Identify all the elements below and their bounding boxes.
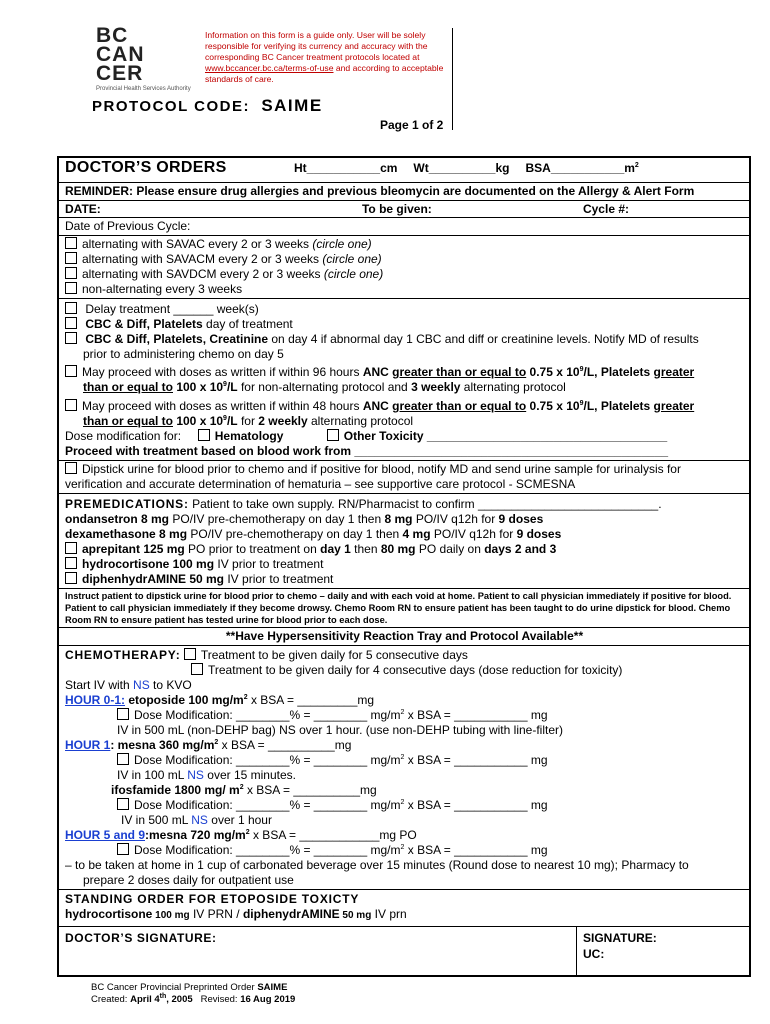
t: PO/IV pre-chemotherapy on day 1 then: [169, 512, 385, 526]
bsa-label: BSA___________m: [525, 161, 635, 175]
t: NS: [191, 813, 208, 827]
cbc-label: CBC & Diff, Platelets: [85, 317, 203, 331]
t: HOUR 5 and 9: [65, 828, 146, 842]
checkbox[interactable]: [65, 237, 77, 249]
t: then: [350, 542, 381, 556]
t: day 1: [320, 542, 351, 556]
checkbox[interactable]: [65, 462, 77, 474]
cbc-rest: day of treatment: [202, 317, 293, 331]
proceed-48h[interactable]: [65, 399, 744, 414]
t: /L: [226, 380, 238, 394]
hydrocortisone-row[interactable]: [65, 557, 744, 572]
checkbox[interactable]: [65, 542, 77, 554]
t: /L, Platelets: [583, 365, 654, 379]
t: 2: [245, 829, 250, 836]
t: than or equal to: [83, 414, 173, 428]
signature-label: SIGNATURE:: [583, 931, 657, 945]
checkbox[interactable]: [65, 317, 77, 329]
protocol-code: [92, 96, 323, 116]
four-day-checkbox[interactable]: [191, 663, 203, 675]
chemo-label: CHEMOTHERAPY:: [65, 648, 181, 662]
t: : mesna 360 mg/m: [110, 738, 215, 752]
previous-cycle-label: Date of Previous Cycle:: [59, 218, 749, 236]
date-field[interactable]: DATE:: [65, 202, 101, 216]
cbc2-label: CBC & Diff, Platelets, Creatinine: [85, 332, 269, 346]
t: 9: [579, 400, 584, 407]
option-note: (circle one): [322, 252, 382, 266]
t: Created:: [91, 994, 131, 1005]
proceed-bloodwork[interactable]: Proceed with treatment based on blood work from _______________________________________________: [65, 444, 669, 458]
other-toxicity-label[interactable]: Other Toxicity ____________________________________: [343, 429, 668, 443]
protocol-code-value: SAIME: [261, 96, 323, 115]
t: ondansetron 8 mg: [65, 512, 170, 526]
t: IV in 500 mL: [121, 813, 192, 827]
t: 2: [239, 784, 244, 791]
t: aprepitant 125 mg: [82, 542, 185, 556]
bsa-field[interactable]: [526, 161, 639, 175]
proceed-96h[interactable]: [65, 365, 744, 380]
notice-text-2: and according to acceptable standards of care.: [205, 63, 444, 84]
t: to KVO: [149, 678, 192, 692]
cbc-creatinine-day4[interactable]: [65, 332, 744, 347]
four-day-text: Treatment to be given daily for 4 consecutive days (dose reduction for toxicity): [208, 663, 623, 677]
t: May proceed with doses as written if within 96 hours: [82, 365, 363, 379]
option-note: (circle one): [312, 237, 372, 251]
t: 100 mg: [152, 910, 190, 921]
t: x BSA = _________mg: [247, 693, 375, 707]
t: PO/IV pre-chemotherapy on day 1 then: [187, 527, 403, 541]
t: Dose Modification: ________% = ________ mg/m: [134, 708, 401, 722]
t: diphenhydrAMINE 50 mg: [82, 572, 225, 586]
reminder: REMINDER: Please ensure drug allergies and previous bleomycin are documented on the Allergy & Alert Form: [59, 183, 749, 201]
option-text: alternating with SAVACM every 2 or 3 weeks: [82, 252, 323, 266]
t: Dipstick urine for blood prior to chemo and if positive for blood, notify MD and send urine sample for urinalysis for: [82, 462, 681, 476]
terms-link[interactable]: www.bccancer.bc.ca/terms-of-use: [205, 63, 334, 73]
dipstick-section: [59, 461, 749, 494]
t: 9 doses: [516, 527, 562, 541]
t: diphenydrAMINE: [242, 907, 340, 921]
t: IV in 100 mL: [117, 768, 188, 782]
logo-line-1: BC: [96, 24, 129, 47]
premedications-section: [59, 494, 749, 589]
footer: [91, 982, 295, 1006]
bsa-sup: 2: [634, 162, 639, 169]
t: 9: [579, 366, 584, 373]
cycle-option-non-alternating[interactable]: [65, 282, 744, 297]
option-text: alternating with SAVAC every 2 or 3 weeks: [82, 237, 313, 251]
five-day-checkbox[interactable]: [184, 648, 196, 660]
t: IV PRN /: [189, 907, 243, 921]
option-text: alternating with SAVDCM every 2 or 3 weeks: [82, 267, 324, 281]
t: ANC: [362, 399, 393, 413]
start-iv: [65, 678, 744, 693]
notice-text-1: Information on this form is a guide only. User will be solely responsible for verifying its currency and accuracy with the corresponding BC Cancer treatment protocols located at: [205, 30, 428, 62]
mesna-hour1-iv: [65, 768, 744, 783]
t: etoposide 100 mg/m: [125, 693, 244, 707]
t: HOUR 0-1:: [65, 693, 126, 707]
t: 9: [223, 381, 227, 388]
t: PO/IV q12h for: [430, 527, 517, 541]
doctors-signature-field[interactable]: DOCTOR’S SIGNATURE:: [59, 927, 577, 975]
t: than or equal to: [83, 380, 173, 394]
cycle-field[interactable]: Cycle #:: [582, 202, 629, 216]
notice-divider: [452, 28, 453, 130]
t: PO/IV q12h for: [412, 512, 499, 526]
t: 2: [243, 694, 248, 701]
mesna-hour5-9-dose-mod[interactable]: [65, 843, 744, 858]
t: x BSA = __________mg: [218, 738, 352, 752]
uc-label: UC:: [583, 947, 605, 961]
t: 80 mg: [380, 542, 416, 556]
t: 2: [400, 799, 405, 806]
t: Dose Modification: ________% = ________ mg/m: [134, 843, 401, 857]
mesna-oral-note: – to be taken at home in 1 cup of carbonated beverage over 15 minutes (Round dose to nearest 10 mg); Pharmacy to: [65, 858, 689, 872]
mesna-hour1-row: [65, 738, 744, 753]
t: x BSA = ___________ mg: [404, 843, 548, 857]
t: x BSA = ____________mg PO: [249, 828, 417, 842]
checkbox[interactable]: [65, 252, 77, 264]
proceed-96h-cont: [65, 380, 744, 395]
t: SAIME: [257, 982, 288, 993]
option-text: non-alternating every 3 weeks: [82, 282, 243, 296]
t: BC Cancer Provincial Preprinted Order: [91, 982, 258, 993]
t: for non-alternating protocol and: [237, 380, 412, 394]
t: /L: [226, 414, 238, 428]
hsr-notice: **Have Hypersensitivity Reaction Tray and Protocol Available**: [59, 628, 749, 646]
hematology-label: Hematology: [214, 429, 284, 443]
etoposide-row: [65, 693, 744, 708]
t: hydrocortisone 100 mg: [82, 557, 215, 571]
standing-order-title: STANDING ORDER FOR ETOPOSIDE TOXICTY: [65, 892, 360, 906]
t: 9: [223, 415, 227, 422]
standing-order-section: [59, 890, 749, 927]
protocol-label: PROTOCOL CODE:: [92, 98, 250, 115]
to-be-given-field[interactable]: To be given:: [361, 202, 432, 216]
t: 2: [214, 739, 219, 746]
t: 100 x 10: [173, 380, 224, 394]
checkbox[interactable]: [117, 843, 129, 855]
t: 2: [400, 709, 405, 716]
t: Revised:: [192, 994, 241, 1005]
t: NS: [133, 678, 150, 692]
mesna-hour5-9-row: [65, 828, 744, 843]
t: 8 mg: [384, 512, 413, 526]
ondansetron-row: [65, 512, 744, 527]
t: 2: [400, 844, 405, 851]
t: days 2 and 3: [484, 542, 557, 556]
doctors-orders-form: [57, 156, 751, 977]
t: May proceed with doses as written if within 48 hours: [82, 399, 363, 413]
form-title: DOCTOR’S ORDERS: [65, 159, 227, 176]
proceed-48h-cont: [65, 414, 744, 429]
cycle-option-savacm[interactable]: [65, 252, 744, 267]
t: IV prn: [371, 907, 407, 921]
t: 16 Aug 2019: [240, 994, 296, 1005]
delay-text: Delay treatment ______ week(s): [85, 302, 259, 316]
t: over 1 hour: [207, 813, 272, 827]
t: 2: [400, 754, 405, 761]
cycle-option-savdcm[interactable]: [65, 267, 744, 282]
t: 0.75 x 10: [526, 399, 580, 413]
t: over 15 minutes.: [203, 768, 296, 782]
checkbox[interactable]: [65, 267, 77, 279]
checkbox[interactable]: [65, 302, 77, 314]
logo-line-2: CAN: [96, 43, 145, 66]
option-note: (circle one): [323, 267, 384, 281]
checkbox[interactable]: [65, 557, 77, 569]
t: alternating protocol: [460, 380, 566, 394]
checkbox[interactable]: [65, 365, 77, 377]
header-section: [59, 158, 749, 183]
cbc2-continuation: prior to administering chemo on day 5: [83, 347, 284, 361]
logo-tagline: Provincial Health Services Authority: [96, 86, 191, 92]
checkbox[interactable]: [65, 572, 77, 584]
t: PO prior to treatment on: [184, 542, 321, 556]
t: greater than or equal to: [392, 365, 527, 379]
signature-uc-field[interactable]: [577, 927, 749, 975]
height-field[interactable]: Ht___________cm: [294, 161, 398, 175]
etoposide-dose-mod[interactable]: [65, 708, 744, 723]
weight-field[interactable]: Wt__________kg: [413, 161, 510, 175]
cbc2-rest: on day 4 if abnormal day 1 CBC and diff or creatinine levels. Notify MD of results: [268, 332, 699, 346]
t: x BSA = ___________ mg: [404, 798, 548, 812]
t: PO daily on: [415, 542, 485, 556]
t: for: [237, 414, 259, 428]
dipstick-line-1[interactable]: [65, 462, 744, 477]
t: 100 x 10: [173, 414, 224, 428]
t: :mesna 720 mg/m: [145, 828, 246, 842]
standing-order-detail: [65, 907, 744, 923]
t: dexamethasone 8 mg: [65, 527, 188, 541]
patient-instructions: Instruct patient to dipstick urine for blood prior to chemo – daily and with each void at home. Patient to call physician immediately if positive for blood. Patient to call physician immediately if they become drowsy. Chemo Room RN to ensure patient has been taught to do urine dipstick for blood. Chemo Room RN to ensure patient has tested urine for blood prior to each dose.: [59, 589, 749, 628]
t: Dose Modification: ________% = ________ mg/m: [134, 798, 401, 812]
mesna-oral-note-2: prepare 2 doses daily for outpatient use: [83, 873, 294, 887]
signature-row: [59, 927, 749, 975]
bc-cancer-logo: [96, 24, 191, 92]
t: /L, Platelets: [583, 399, 654, 413]
etoposide-iv: IV in 500 mL (non-DEHP bag) NS over 1 hour. (use non-DEHP tubing with line-filter): [117, 723, 563, 737]
t: greater: [653, 365, 695, 379]
cbc-day-of-treatment[interactable]: [65, 317, 744, 332]
dose-mod-label: Dose modification for:: [65, 429, 182, 443]
premeds-label: PREMEDICATIONS:: [65, 497, 189, 511]
aprepitant-row[interactable]: [65, 542, 744, 557]
delay-treatment[interactable]: [65, 302, 744, 317]
other-toxicity-checkbox[interactable]: [327, 429, 339, 441]
chemotherapy-section: [59, 646, 749, 890]
t: 4 mg: [402, 527, 431, 541]
dipstick-line-2: verification and accurate determination of hematuria – see supportive care protocol - SCMESNA: [65, 477, 576, 491]
orders-section: [59, 299, 749, 461]
ifosfamide-row: [65, 783, 744, 798]
t: Start IV with: [65, 678, 134, 692]
t: greater: [653, 399, 695, 413]
cycle-option-savac[interactable]: [65, 237, 744, 252]
five-day-text: Treatment to be given daily for 5 consecutive days: [200, 648, 468, 662]
t: x BSA = ___________ mg: [404, 753, 548, 767]
checkbox[interactable]: [65, 282, 77, 294]
checkbox[interactable]: [117, 798, 129, 810]
ifosfamide-iv: [65, 813, 744, 828]
t: x BSA = __________mg: [243, 783, 377, 797]
page-number: Page 1 of 2: [380, 118, 444, 132]
t: x BSA = ___________ mg: [404, 708, 548, 722]
checkbox[interactable]: [65, 399, 77, 411]
premeds-intro: Patient to take own supply. RN/Pharmacist to confirm ___________________________.: [188, 497, 662, 511]
t: IV prior to treatment: [224, 572, 334, 586]
checkbox[interactable]: [65, 332, 77, 344]
date-row: [59, 201, 749, 218]
ifosfamide-dose-mod[interactable]: [65, 798, 744, 813]
t: NS: [187, 768, 204, 782]
t: HOUR 1: [65, 738, 111, 752]
t: 2 weekly: [258, 414, 308, 428]
t: greater than or equal to: [392, 399, 527, 413]
t: ANC: [362, 365, 393, 379]
logo-line-3: CER: [96, 62, 144, 85]
t: ifosfamide 1800 mg/ m: [111, 783, 240, 797]
t: hydrocortisone: [65, 907, 153, 921]
t: 3 weekly: [411, 380, 461, 394]
t: 50 mg: [339, 910, 372, 921]
mesna-hour1-dose-mod[interactable]: [65, 753, 744, 768]
previous-cycle-options: [59, 236, 749, 299]
t: , 2005: [166, 994, 193, 1005]
checkbox[interactable]: [117, 708, 129, 720]
t: Dose Modification: ________% = ________ mg/m: [134, 753, 401, 767]
dexamethasone-row: [65, 527, 744, 542]
hematology-checkbox[interactable]: [198, 429, 210, 441]
t: alternating protocol: [307, 414, 414, 428]
t: 0.75 x 10: [526, 365, 580, 379]
disclaimer-notice: [205, 30, 450, 85]
checkbox[interactable]: [117, 753, 129, 765]
diphenhydramine-row[interactable]: [65, 572, 744, 587]
dose-modification-row: [65, 429, 744, 444]
t: April 4: [130, 994, 160, 1005]
footer-line-1: [91, 982, 295, 994]
footer-line-2: [91, 994, 295, 1006]
t: IV prior to treatment: [214, 557, 324, 571]
t: th: [159, 992, 167, 1000]
t: 9 doses: [498, 512, 544, 526]
